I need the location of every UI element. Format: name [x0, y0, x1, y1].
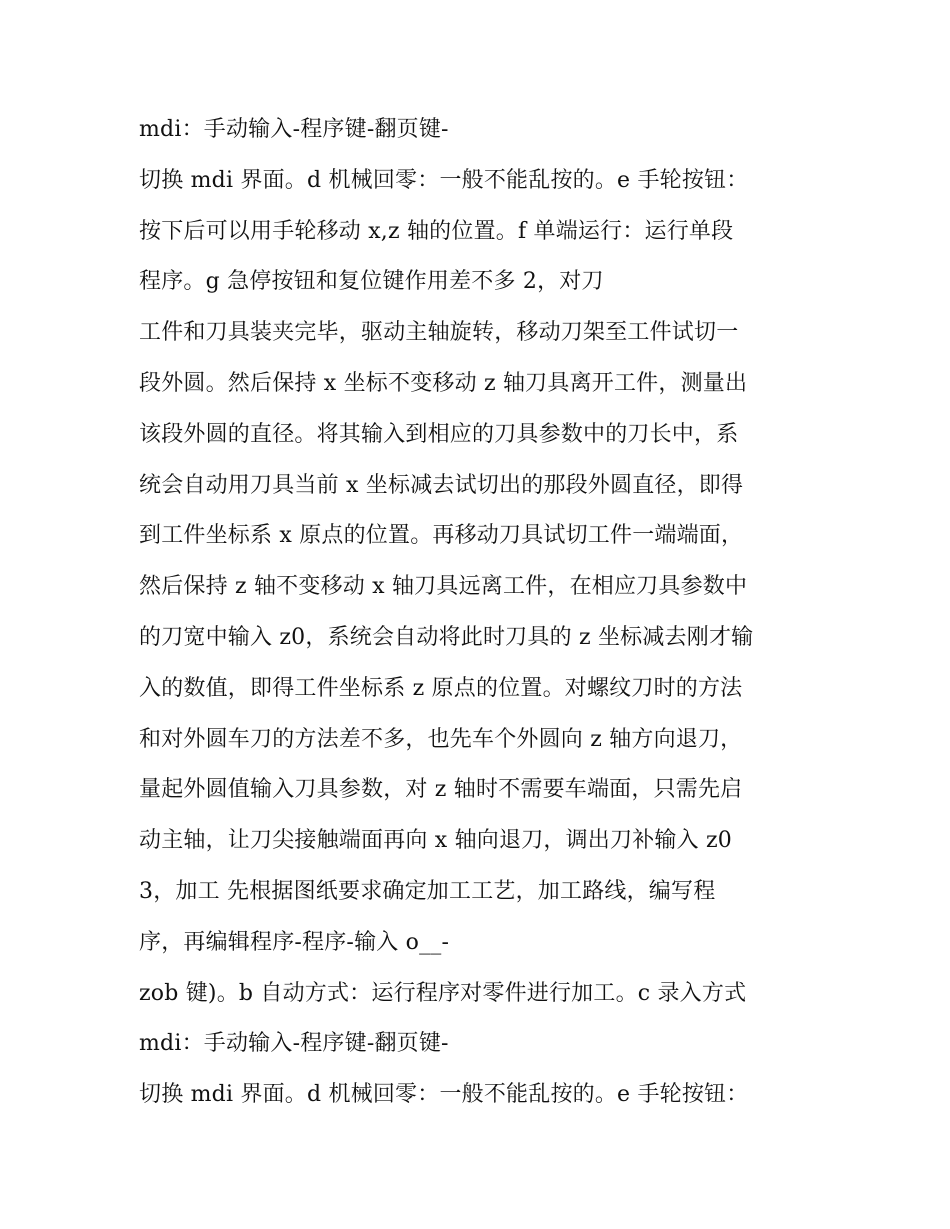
text-line: 程序。g 急停按钮和复位键作用差不多 2，对刀 [139, 269, 604, 295]
text-line: 和对外圆车刀的方法差不多，也先车个外圆向 z 轴方向退刀， [139, 726, 743, 752]
text-line: 到工件坐标系 x 原点的位置。再移动刀具试切工件一端端面， [139, 523, 744, 549]
text-line: 切换 mdi 界面。d 机械回零：一般不能乱按的。e 手轮按钮： [139, 167, 749, 193]
text-line: mdi：手动输入-程序键-翻页键- [139, 117, 449, 142]
text-line: 3，加工 先根据图纸要求确定加工工艺，加工路线，编写程 [139, 878, 716, 904]
text-line: mdi：手动输入-程序键-翻页键- [139, 1031, 449, 1057]
text-line: 动主轴，让刀尖接触端面再向 x 轴向退刀，调出刀补输入 z0 [139, 828, 732, 854]
text-line: 然后保持 z 轴不变移动 x 轴刀具远离工件，在相应刀具参数中 [139, 574, 748, 600]
text-line: zob 键)。b 自动方式：运行程序对零件进行加工。c 录入方式 [139, 980, 747, 1006]
text-line: 按下后可以用手轮移动 x,z 轴的位置。f 单端运行：运行单段 [139, 218, 734, 244]
document-body [139, 108, 839, 1124]
text-line: 段外圆。然后保持 x 坐标不变移动 z 轴刀具离开工件，测量出 [139, 370, 748, 396]
text-line: 工件和刀具装夹完毕，驱动主轴旋转，移动刀架至工件试切一 [139, 320, 739, 346]
text-line: 该段外圆的直径。将其输入到相应的刀具参数中的刀长中，系 [139, 421, 739, 447]
text-line: 统会自动用刀具当前 x 坐标减去试切出的那段外圆直径，即得 [139, 472, 744, 498]
text-line: 量起外圆值输入刀具参数，对 z 轴时不需要车端面，只需先启 [139, 777, 743, 803]
text-line: 的刀宽中输入 z0，系统会自动将此时刀具的 z 坐标减去刚才输 [139, 624, 754, 650]
text-line: 序，再编辑程序-程序-输入 o__- [139, 929, 450, 955]
text-line: 入的数值，即得工件坐标系 z 原点的位置。对螺纹刀时的方法 [139, 675, 743, 701]
text-line: 切换 mdi 界面。d 机械回零：一般不能乱按的。e 手轮按钮： [139, 1082, 749, 1108]
